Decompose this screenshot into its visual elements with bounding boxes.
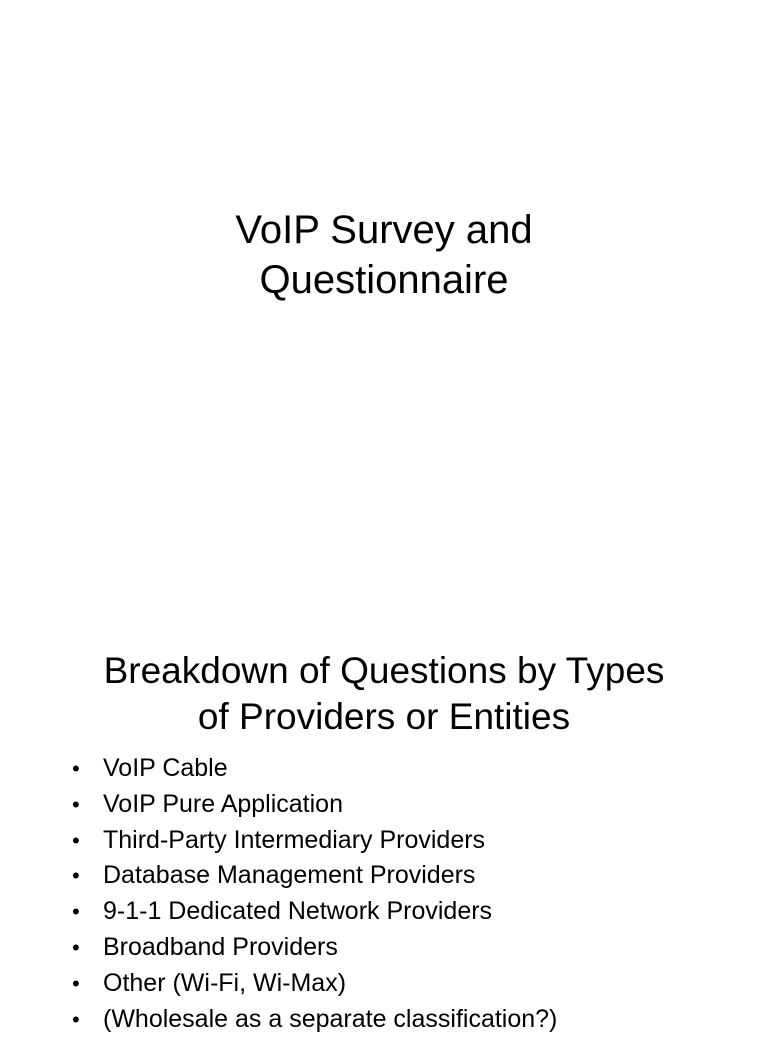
list-item: [72, 858, 557, 894]
list-item-text: Other (Wi-Fi, Wi-Max): [103, 968, 347, 997]
list-item-text: Database Management Providers: [103, 861, 476, 890]
slide-title: [0, 205, 768, 305]
section-heading-line-2: of Providers or Entities: [197, 696, 571, 737]
bullet-icon: •: [72, 863, 80, 889]
section-heading-line-1: Breakdown of Questions by Types: [103, 650, 665, 691]
slide-title-line-1: VoIP Survey and: [235, 208, 533, 252]
bullet-icon: •: [72, 970, 80, 996]
list-item: [72, 1002, 557, 1037]
list-item: [72, 823, 557, 859]
list-item: [72, 894, 557, 930]
list-item-text: 9-1-1 Dedicated Network Providers: [103, 897, 493, 926]
list-item: [72, 751, 557, 787]
bullet-icon: •: [72, 899, 80, 925]
list-item-text: VoIP Pure Application: [103, 789, 343, 818]
bullet-icon: •: [72, 1006, 80, 1032]
list-item-text: Broadband Providers: [103, 932, 338, 961]
bullet-icon: •: [72, 827, 80, 853]
list-item: [72, 930, 557, 966]
bullet-icon: •: [72, 756, 80, 781]
bullet-icon: •: [72, 934, 80, 960]
list-item: [72, 966, 557, 1002]
list-item-text: VoIP Cable: [103, 754, 228, 782]
provider-type-list: [72, 751, 557, 1037]
section-heading: [0, 648, 768, 740]
list-item-text: (Wholesale as a separate classification?): [103, 1004, 558, 1033]
list-item-text: Third-Party Intermediary Providers: [103, 825, 486, 854]
bullet-icon: •: [72, 791, 80, 817]
slide-title-line-2: Questionnaire: [259, 258, 509, 302]
list-item: [72, 787, 557, 823]
